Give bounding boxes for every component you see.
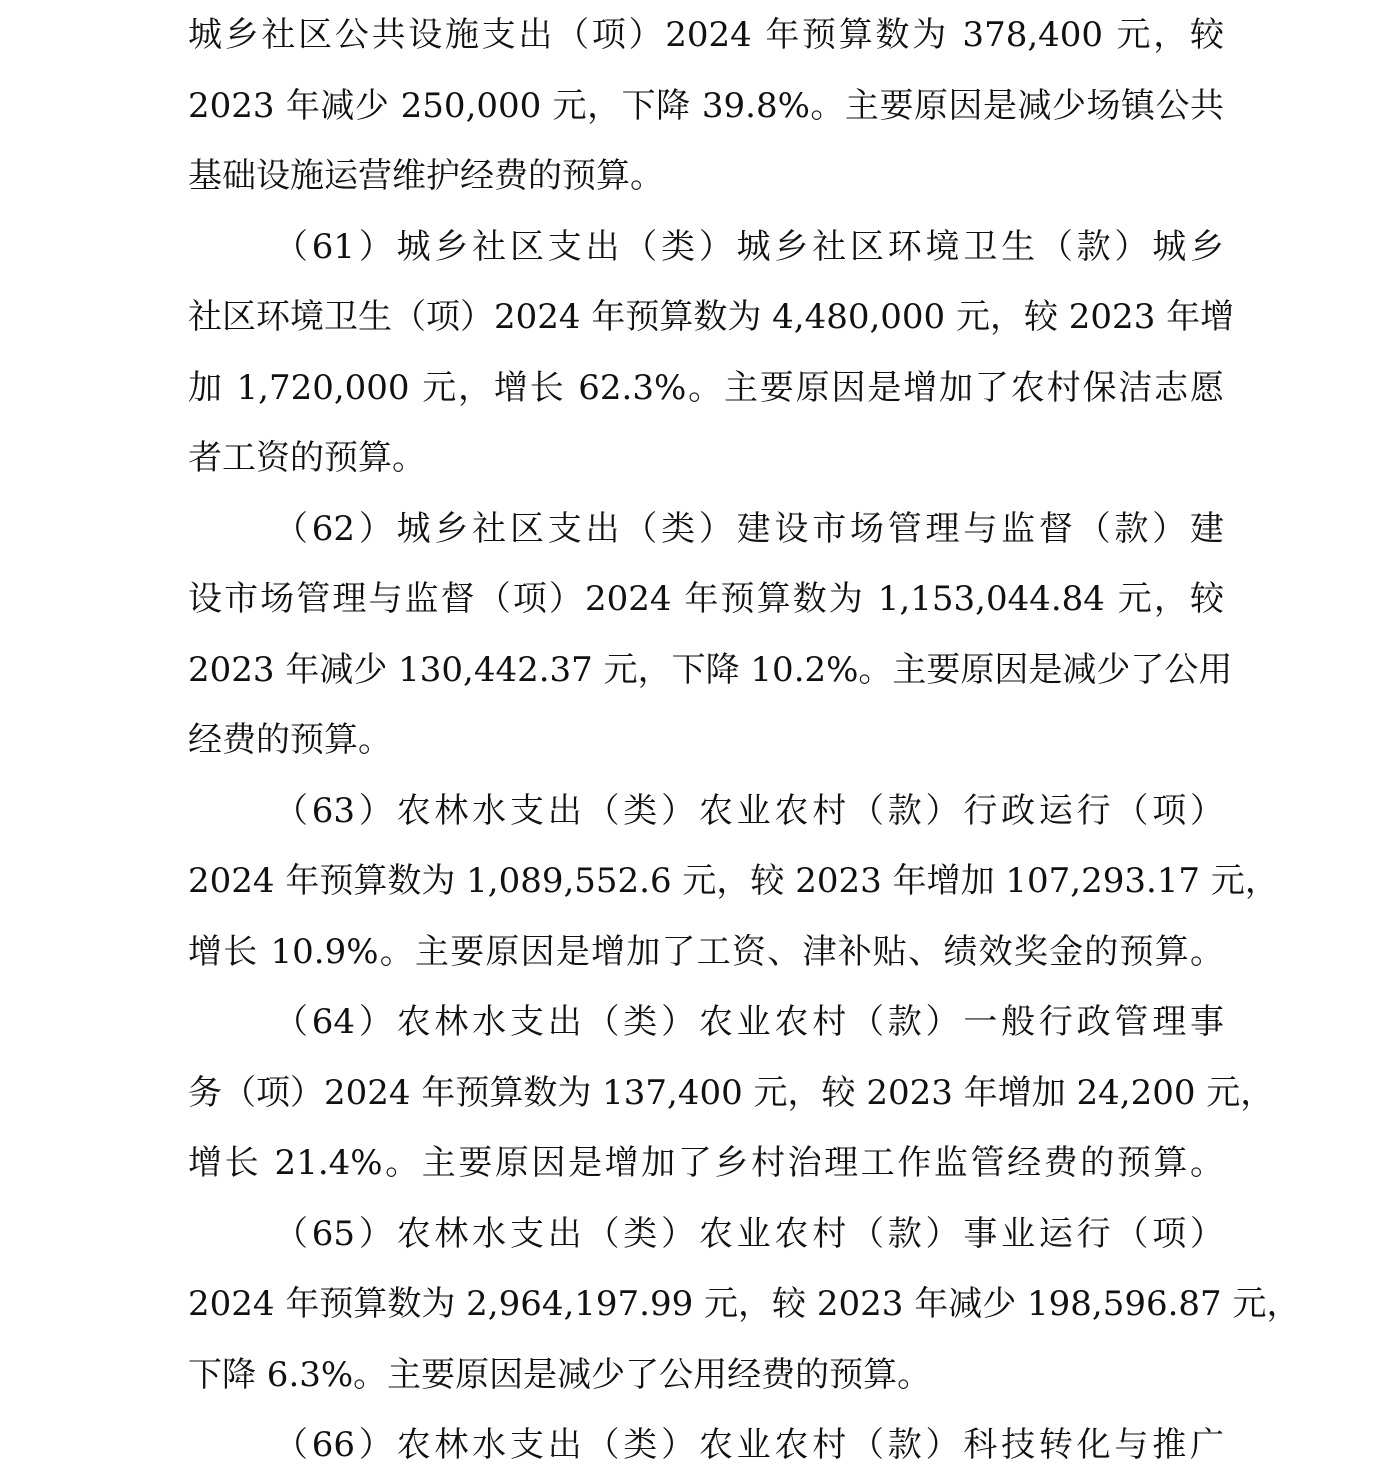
text-line: 城乡社区公共设施支出（项）2024 年预算数为 378,400 元，较 (188, 15, 1224, 55)
text-line: 经费的预算。 (188, 720, 392, 760)
paragraph-61-start: （61）城乡社区支出（类）城乡社区环境卫生（款）城乡 (274, 226, 1224, 267)
paragraph-65-start: （65）农林水支出（类）农业农村（款）事业运行（项） (274, 1213, 1224, 1254)
text-line: 增长 21.4%。主要原因是增加了乡村治理工作监管经费的预算。 (188, 1143, 1224, 1183)
text-line: 2024 年预算数为 1,089,552.6 元，较 2023 年增加 107,293.17 元， (188, 861, 1279, 901)
paragraph-66-start: （66）农林水支出（类）农业农村（款）科技转化与推广 (274, 1425, 1224, 1465)
paragraph-64-start: （64）农林水支出（类）农业农村（款）一般行政管理事 (274, 1002, 1224, 1042)
text-line: 设市场管理与监督（项）2024 年预算数为 1,153,044.84 元，较 (188, 579, 1224, 619)
text-line: 社区环境卫生（项）2024 年预算数为 4,480,000 元，较 2023 年增 (188, 297, 1235, 337)
text-line: 2024 年预算数为 2,964,197.99 元，较 2023 年减少 198,596.87 元， (188, 1284, 1301, 1324)
text-line: 增长 10.9%。主要原因是增加了工资、津补贴、绩效奖金的预算。 (188, 931, 1224, 972)
paragraph-63-start: （63）农林水支出（类）农业农村（款）行政运行（项） (274, 790, 1224, 831)
text-line: 2023 年减少 250,000 元，下降 39.8%。主要原因是减少场镇公共 (188, 85, 1224, 126)
paragraph-62-start: （62）城乡社区支出（类）建设市场管理与监督（款）建 (274, 508, 1224, 549)
text-line: 者工资的预算。 (188, 438, 426, 478)
document-page (188, 0, 1301, 1481)
text-line: 下降 6.3%。主要原因是减少了公用经费的预算。 (188, 1354, 932, 1395)
text-line: 基础设施运营维护经费的预算。 (188, 156, 664, 196)
text-line: 加 1,720,000 元，增长 62.3%。主要原因是增加了农村保洁志愿 (188, 367, 1224, 408)
text-line: 务（项）2024 年预算数为 137,400 元，较 2023 年增加 24,200 元， (188, 1072, 1275, 1113)
text-line: 2023 年减少 130,442.37 元，下降 10.2%。主要原因是减少了公用 (188, 649, 1233, 690)
